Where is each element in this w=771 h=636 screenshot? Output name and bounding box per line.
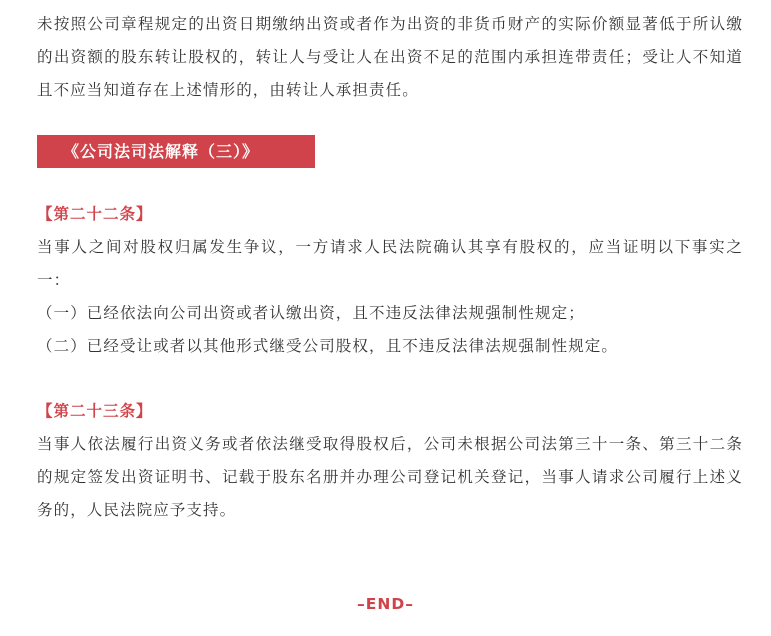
intro-paragraph: 未按照公司章程规定的出资日期缴纳出资或者作为出资的非货币财产的实际价额显著低于所认缴的出资额的股东转让股权的，转让人与受让人在出资不足的范围内承担连带责任；受让人不知道且不应当知道存在上述情形的，由转让人承担责任。 — [37, 15, 743, 99]
article-22-title: 【第二十二条】 — [37, 205, 153, 223]
article-23-paragraph: 当事人依法履行出资义务或者依法继受取得股权后，公司未根据公司法第三十一条、第三十二条的规定签发出资证明书、记载于股东名册并办理公司登记机关登记，当事人请求公司履行上述义务的，人民法院应予支持。 — [37, 435, 743, 519]
section-banner: 《公司法司法解释（三）》 — [37, 135, 315, 168]
article-23-title: 【第二十三条】 — [37, 402, 153, 420]
article-22-item-1: （一）已经依法向公司出资或者认缴出资，且不违反法律法规强制性规定； — [37, 304, 585, 322]
article-22-paragraph: 当事人之间对股权归属发生争议，一方请求人民法院确认其享有股权的，应当证明以下事实之一： — [37, 238, 743, 289]
end-marker: –END– — [357, 595, 414, 613]
article-content — [37, 8, 743, 527]
article-22-item-2: （二）已经受让或者以其他形式继受公司股权，且不违反法律法规强制性规定。 — [37, 337, 619, 355]
